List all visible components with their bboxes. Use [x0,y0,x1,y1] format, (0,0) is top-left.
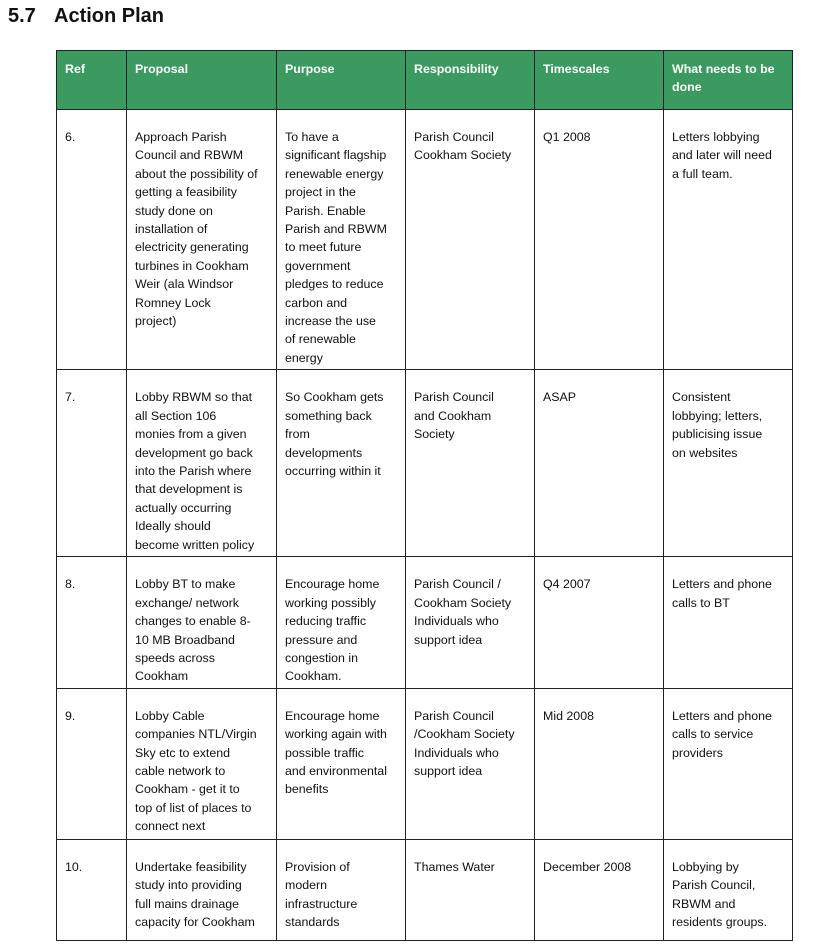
header-purpose: Purpose [277,51,406,110]
cell-responsibility: Parish Council and Cookham Society [406,370,535,557]
cell-timescales: ASAP [535,370,664,557]
cell-proposal: Lobby RBWM so that all Section 106 monies from a given development go back into the Parish where that development is actually occurring Ideally should become written policy [127,370,277,557]
cell-purpose: Encourage home working possibly reducing traffic pressure and congestion in Cookham. [277,557,406,688]
cell-ref: 7. [57,370,127,557]
cell-timescales: Mid 2008 [535,688,664,839]
cell-timescales: Q1 2008 [535,110,664,370]
action-plan-table [56,50,793,941]
header-responsibility: Responsibility [406,51,535,110]
cell-ref: 10. [57,839,127,940]
table-header-row [57,51,793,110]
cell-timescales: December 2008 [535,839,664,940]
cell-proposal: Approach Parish Council and RBWM about the possibility of getting a feasibility study done on installation of electricity generating turbines in Cookham Weir (ala Windsor Romney Lock project) [127,110,277,370]
table-row [57,557,793,688]
cell-ref: 9. [57,688,127,839]
cell-what-needs-to-be-done: Letters and phone calls to BT [664,557,793,688]
table-row [57,839,793,940]
section-heading [8,4,164,28]
cell-what-needs-to-be-done: Letters and phone calls to service providers [664,688,793,839]
section-number: 5.7 [8,5,36,27]
table-row [57,110,793,370]
header-ref: Ref [57,51,127,110]
cell-responsibility: Parish Council /Cookham Society Individuals who support idea [406,688,535,839]
cell-proposal: Lobby Cable companies NTL/Virgin Sky etc to extend cable network to Cookham - get it to top of list of places to connect next [127,688,277,839]
cell-ref: 8. [57,557,127,688]
section-title: Action Plan [54,5,165,27]
cell-purpose: Encourage home working again with possible traffic and environmental benefits [277,688,406,839]
table-row [57,370,793,557]
cell-timescales: Q4 2007 [535,557,664,688]
cell-what-needs-to-be-done: Consistent lobbying; letters, publicising issue on websites [664,370,793,557]
table-row [57,688,793,839]
cell-purpose: So Cookham gets something back from developments occurring within it [277,370,406,557]
cell-responsibility: Parish Council Cookham Society [406,110,535,370]
cell-purpose: Provision of modern infrastructure standards [277,839,406,940]
header-what-needs-to-be-done: What needs to be done [664,51,793,110]
cell-ref: 6. [57,110,127,370]
header-proposal: Proposal [127,51,277,110]
cell-responsibility: Thames Water [406,839,535,940]
cell-responsibility: Parish Council / Cookham Society Individuals who support idea [406,557,535,688]
cell-proposal: Undertake feasibility study into providing full mains drainage capacity for Cookham [127,839,277,940]
cell-purpose: To have a significant flagship renewable energy project in the Parish. Enable Parish and RBWM to meet future government pledges to reduce carbon and increase the use of renewable energy [277,110,406,370]
cell-what-needs-to-be-done: Letters lobbying and later will need a full team. [664,110,793,370]
cell-proposal: Lobby BT to make exchange/ network changes to enable 8- 10 MB Broadband speeds across Cookham [127,557,277,688]
header-timescales: Timescales [535,51,664,110]
cell-what-needs-to-be-done: Lobbying by Parish Council, RBWM and residents groups. [664,839,793,940]
